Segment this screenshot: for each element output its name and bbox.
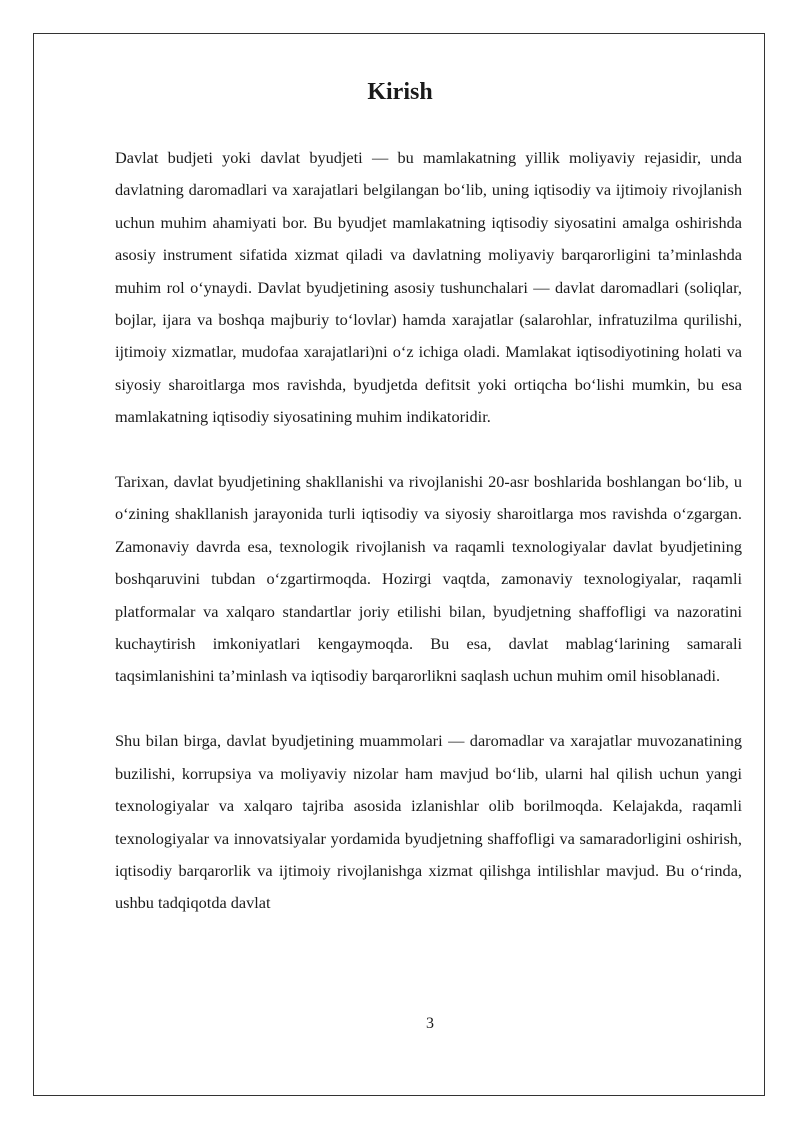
paragraph-3: Shu bilan birga, davlat byudjetining muammolari — daromadlar va xarajatlar muvozanatining buzilishi, korrupsiya va moliyaviy nizolar ham mavjud boʻlib, ularni hal qilish uchun yangi texnologiyalar va xalqaro tajriba asosida izlanishlar olib borilmoqda. Kelajakda, raqamli texnologiyalar va innovatsiyalar yordamida byudjetning shaffofligi va samaradorligini oshirish, iqtisodiy barqarorlik va ijtimoiy rivojlanishga xizmat qilishga intilishlar mavjud. Bu oʻrinda, ushbu tadqiqotda davlat — [115, 731, 742, 913]
paragraph-1: Davlat budjeti yoki davlat byudjeti — bu mamlakatning yillik moliyaviy rejasidir, unda davlatning daromadlari va xarajatlari belgilangan boʻlib, uning iqtisodiy va ijtimoiy rivojlanish uchun muhim ahamiyati bor. Bu byudjet mamlakatning iqtisodiy siyosatini amalga oshirishda asosiy instrument sifatida xizmat qiladi va davlatning moliyaviy barqarorligini taʼminlashda muhim rol oʻynaydi. Davlat byudjetining asosiy tushunchalari — davlat daromadlari (soliqlar, bojlar, ijara va boshqa majburiy toʻlovlar) hamda xarajatlar (salarohlar, infratuzilma qurilishi, ijtimoiy xizmatlar, mudofaa xarajatlari)ni oʻz ichiga oladi. Mamlakat iqtisodiyotining holati va siyosiy sharoitlarga mos ravishda, byudjetda defitsit yoki ortiqcha boʻlishi mumkin, bu esa mamlakatning iqtisodiy siyosatining muhim indikatoridir. — [115, 148, 742, 427]
body-text — [115, 142, 742, 920]
paragraph-2: Tarixan, davlat byudjetining shakllanishi va rivojlanishi 20-asr boshlarida boshlangan boʻlib, u oʻzining shakllanish jarayonida turli iqtisodiy va siyosiy sharoitlarga mos ravishda oʻzgargan. Zamonaviy davrda esa, texnologik rivojlanish va raqamli texnologiyalar davlat byudjetining boshqaruvini tubdan oʻzgartirmoqda. Hozirgi vaqtda, zamonaviy texnologiyalar, raqamli platformalar va xalqaro standartlar joriy etilishi bilan, byudjetning shaffofligi va nazoratini kuchaytirish imkoniyatlari kengaymoqda. Bu esa, davlat mablagʻlarining samarali taqsimlanishini taʼminlash va iqtisodiy barqarorlikni saqlash uchun muhim omil hisoblanadi. — [115, 472, 742, 686]
page-number: 3 — [426, 1015, 434, 1032]
page-title: Kirish — [367, 79, 433, 105]
